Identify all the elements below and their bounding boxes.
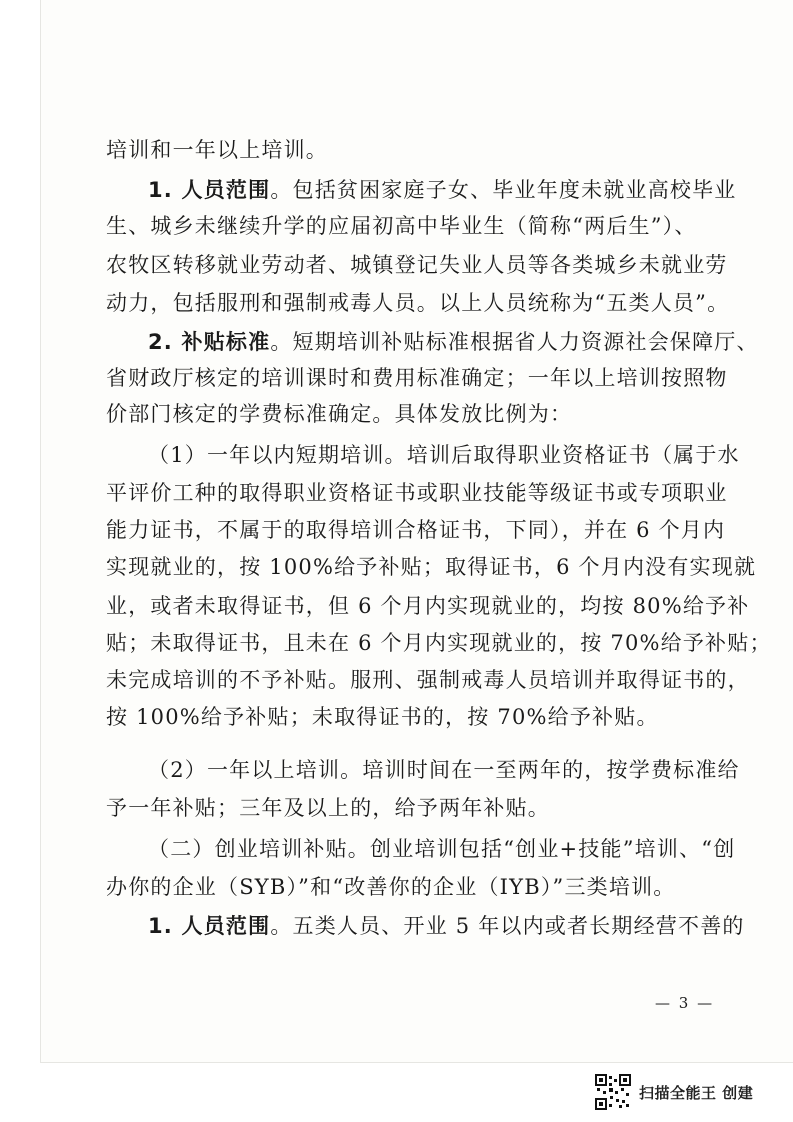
text-line-5: 动力，包括服刑和强制戒毒人员。以上人员统称为“五类人员”。 — [106, 291, 730, 315]
text-line-10: 平评价工种的取得职业资格证书或职业技能等级证书或专项职业 — [106, 481, 728, 505]
text-line-21: 1. 人员范围。五类人员、开业 5 年以内或者长期经营不善的 — [148, 914, 745, 938]
text-line-19: （二）创业培训补贴。创业培训包括“创业+技能”培训、“创 — [148, 837, 736, 861]
page-number: — 3 — — [655, 994, 715, 1012]
text-line-1: 培训和一年以上培训。 — [106, 138, 328, 162]
text-line-3: 生、城乡未继续升学的应届初高中毕业生（简称“两后生”）、 — [106, 214, 697, 238]
text-line-12: 实现就业的，按 100%给予补贴；取得证书，6 个月内没有实现就 — [106, 555, 757, 579]
text-line-20: 办你的企业（SYB）”和“改善你的企业（IYB）”三类培训。 — [106, 875, 676, 899]
text-line-18: 予一年补贴；三年及以上的，给予两年补贴。 — [106, 796, 550, 820]
text-line-13: 业，或者未取得证书，但 6 个月内实现就业的，均按 80%给予补 — [106, 594, 750, 618]
scanner-brand-text: 扫描全能王 创建 — [639, 1083, 754, 1102]
section-heading: 1. 人员范围 — [148, 914, 271, 938]
section-heading: 1. 人员范围 — [148, 178, 271, 202]
text-line-9: （1）一年以内短期培训。培训后取得职业资格证书（属于水 — [148, 443, 740, 467]
scanner-watermark — [595, 1072, 753, 1112]
text-line-8: 价部门核定的学费标准确定。具体发放比例为： — [106, 402, 573, 426]
text-line-11: 能力证书，不属于的取得培训合格证书，下同），并在 6 个月内 — [106, 518, 726, 542]
text-line-2: 1. 人员范围。包括贫困家庭子女、毕业年度未就业高校毕业 — [148, 178, 737, 202]
qr-code-icon — [595, 1074, 631, 1110]
text-line-14: 贴；未取得证书，且未在 6 个月内实现就业的，按 70%给予补贴； — [106, 631, 772, 655]
section-heading: 2. 补贴标准 — [148, 330, 271, 354]
text-line-17: （2）一年以上培训。培训时间在一至两年的，按学费标准给 — [148, 758, 740, 782]
text-line-15: 未完成培训的不予补贴。服刑、强制戒毒人员培训并取得证书的， — [106, 668, 750, 692]
text-line-4: 农牧区转移就业劳动者、城镇登记失业人员等各类城乡未就业劳 — [106, 253, 728, 277]
text-line-16: 按 100%给予补贴；未取得证书的，按 70%给予补贴。 — [106, 705, 659, 729]
text-line-6: 2. 补贴标准。短期培训补贴标准根据省人力资源社会保障厅、 — [148, 330, 759, 354]
text-line-7: 省财政厅核定的培训课时和费用标准确定；一年以上培训按照物 — [106, 366, 728, 390]
